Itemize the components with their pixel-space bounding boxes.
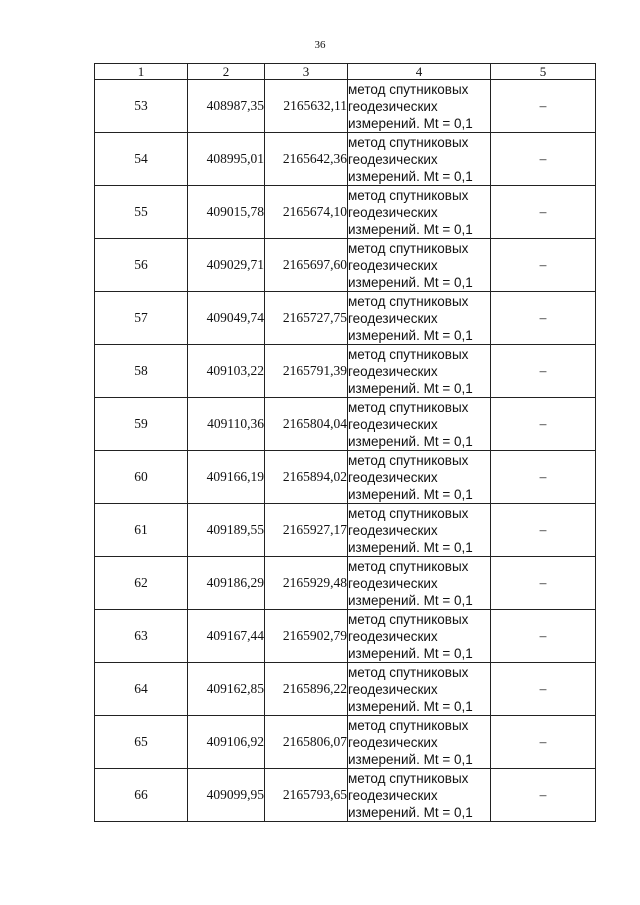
method-line: геодезических xyxy=(348,681,438,697)
method-line: измерений. Mt = 0,1 xyxy=(348,168,473,184)
coordinate-x: 409029,71 xyxy=(188,239,265,292)
method-line: метод спутниковых xyxy=(348,81,469,97)
table-row xyxy=(95,239,596,292)
point-note: – xyxy=(491,345,596,398)
determination-method xyxy=(348,610,491,663)
method-line: измерений. Mt = 0,1 xyxy=(348,115,473,131)
point-note: – xyxy=(491,239,596,292)
table-row xyxy=(95,504,596,557)
method-line: измерений. Mt = 0,1 xyxy=(348,380,473,396)
coordinate-x: 408995,01 xyxy=(188,133,265,186)
coordinate-x: 409049,74 xyxy=(188,292,265,345)
point-note: – xyxy=(491,769,596,822)
method-line: метод спутниковых xyxy=(348,717,469,733)
coordinate-y: 2165697,60 xyxy=(265,239,348,292)
method-line: метод спутниковых xyxy=(348,452,469,468)
table-row xyxy=(95,663,596,716)
point-note: – xyxy=(491,80,596,133)
method-line: метод спутниковых xyxy=(348,240,469,256)
method-line: геодезических xyxy=(348,310,438,326)
method-line: измерений. Mt = 0,1 xyxy=(348,327,473,343)
coordinate-y: 2165902,79 xyxy=(265,610,348,663)
point-number: 62 xyxy=(95,557,188,610)
coordinate-y: 2165806,07 xyxy=(265,716,348,769)
point-note: – xyxy=(491,451,596,504)
coordinate-x: 409106,92 xyxy=(188,716,265,769)
point-number: 66 xyxy=(95,769,188,822)
method-line: геодезических xyxy=(348,787,438,803)
method-line: метод спутниковых xyxy=(348,558,469,574)
table-row xyxy=(95,769,596,822)
point-number: 58 xyxy=(95,345,188,398)
coordinate-y: 2165674,10 xyxy=(265,186,348,239)
header-col-5: 5 xyxy=(491,64,596,80)
method-line: измерений. Mt = 0,1 xyxy=(348,539,473,555)
point-note: – xyxy=(491,186,596,239)
table-row xyxy=(95,292,596,345)
determination-method xyxy=(348,663,491,716)
table-body xyxy=(95,80,596,822)
table-row xyxy=(95,610,596,663)
coordinate-y: 2165791,39 xyxy=(265,345,348,398)
coordinate-y: 2165929,48 xyxy=(265,557,348,610)
point-note: – xyxy=(491,398,596,451)
table-row xyxy=(95,80,596,133)
point-number: 65 xyxy=(95,716,188,769)
method-line: геодезических xyxy=(348,522,438,538)
header-col-2: 2 xyxy=(188,64,265,80)
determination-method xyxy=(348,504,491,557)
table-row xyxy=(95,716,596,769)
coordinate-x: 409103,22 xyxy=(188,345,265,398)
method-line: измерений. Mt = 0,1 xyxy=(348,486,473,502)
coordinates-table xyxy=(94,63,596,822)
coordinate-x: 409110,36 xyxy=(188,398,265,451)
coordinate-x: 409099,95 xyxy=(188,769,265,822)
determination-method xyxy=(348,133,491,186)
point-note: – xyxy=(491,504,596,557)
method-line: метод спутниковых xyxy=(348,664,469,680)
method-line: геодезических xyxy=(348,575,438,591)
coordinate-y: 2165642,36 xyxy=(265,133,348,186)
point-number: 57 xyxy=(95,292,188,345)
determination-method xyxy=(348,239,491,292)
table-row xyxy=(95,451,596,504)
method-line: метод спутниковых xyxy=(348,505,469,521)
coordinate-y: 2165896,22 xyxy=(265,663,348,716)
method-line: измерений. Mt = 0,1 xyxy=(348,804,473,820)
method-line: геодезических xyxy=(348,734,438,750)
method-line: метод спутниковых xyxy=(348,346,469,362)
table-row xyxy=(95,345,596,398)
point-number: 54 xyxy=(95,133,188,186)
method-line: метод спутниковых xyxy=(348,399,469,415)
point-number: 61 xyxy=(95,504,188,557)
method-line: геодезических xyxy=(348,257,438,273)
coordinate-y: 2165793,65 xyxy=(265,769,348,822)
point-note: – xyxy=(491,663,596,716)
table-row xyxy=(95,186,596,239)
method-line: геодезических xyxy=(348,363,438,379)
determination-method xyxy=(348,345,491,398)
table-row xyxy=(95,398,596,451)
coordinate-x: 409015,78 xyxy=(188,186,265,239)
point-note: – xyxy=(491,133,596,186)
method-line: геодезических xyxy=(348,204,438,220)
determination-method xyxy=(348,769,491,822)
method-line: геодезических xyxy=(348,98,438,114)
table-row xyxy=(95,133,596,186)
method-line: измерений. Mt = 0,1 xyxy=(348,274,473,290)
coordinate-y: 2165927,17 xyxy=(265,504,348,557)
method-line: измерений. Mt = 0,1 xyxy=(348,433,473,449)
method-line: геодезических xyxy=(348,151,438,167)
point-note: – xyxy=(491,292,596,345)
method-line: метод спутниковых xyxy=(348,293,469,309)
header-col-1: 1 xyxy=(95,64,188,80)
point-note: – xyxy=(491,557,596,610)
coordinate-x: 409167,44 xyxy=(188,610,265,663)
method-line: метод спутниковых xyxy=(348,770,469,786)
method-line: метод спутниковых xyxy=(348,134,469,150)
table-row xyxy=(95,557,596,610)
determination-method xyxy=(348,451,491,504)
determination-method xyxy=(348,292,491,345)
method-line: измерений. Mt = 0,1 xyxy=(348,592,473,608)
coordinate-y: 2165632,11 xyxy=(265,80,348,133)
coordinate-x: 409189,55 xyxy=(188,504,265,557)
point-number: 53 xyxy=(95,80,188,133)
point-number: 56 xyxy=(95,239,188,292)
coordinate-x: 408987,35 xyxy=(188,80,265,133)
point-number: 63 xyxy=(95,610,188,663)
page-number: 36 xyxy=(314,39,326,51)
determination-method xyxy=(348,716,491,769)
determination-method xyxy=(348,186,491,239)
method-line: измерений. Mt = 0,1 xyxy=(348,645,473,661)
header-col-3: 3 xyxy=(265,64,348,80)
method-line: геодезических xyxy=(348,416,438,432)
method-line: измерений. Mt = 0,1 xyxy=(348,698,473,714)
method-line: метод спутниковых xyxy=(348,611,469,627)
method-line: измерений. Mt = 0,1 xyxy=(348,221,473,237)
point-note: – xyxy=(491,716,596,769)
method-line: геодезических xyxy=(348,469,438,485)
coordinate-y: 2165804,04 xyxy=(265,398,348,451)
point-number: 59 xyxy=(95,398,188,451)
method-line: метод спутниковых xyxy=(348,187,469,203)
header-row xyxy=(95,64,596,80)
coordinate-x: 409162,85 xyxy=(188,663,265,716)
method-line: измерений. Mt = 0,1 xyxy=(348,751,473,767)
determination-method xyxy=(348,557,491,610)
coordinate-x: 409186,29 xyxy=(188,557,265,610)
determination-method xyxy=(348,398,491,451)
point-note: – xyxy=(491,610,596,663)
point-number: 55 xyxy=(95,186,188,239)
header-col-4: 4 xyxy=(348,64,491,80)
point-number: 64 xyxy=(95,663,188,716)
point-number: 60 xyxy=(95,451,188,504)
coordinate-y: 2165727,75 xyxy=(265,292,348,345)
coordinate-y: 2165894,02 xyxy=(265,451,348,504)
coordinate-x: 409166,19 xyxy=(188,451,265,504)
method-line: геодезических xyxy=(348,628,438,644)
determination-method xyxy=(348,80,491,133)
